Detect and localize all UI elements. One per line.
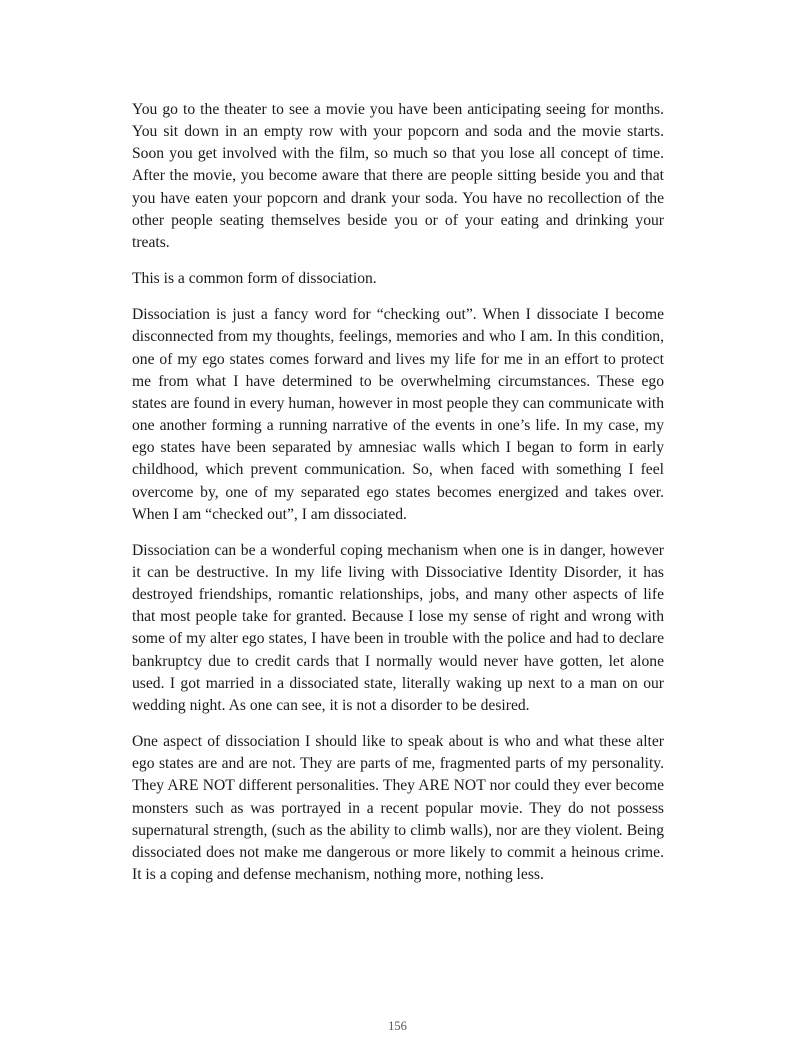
paragraph-common-form: This is a common form of dissociation. <box>132 270 377 288</box>
paragraph-coping-mechanism: Dissociation can be a wonderful coping mechanism when one is in danger, however it can be destructive. In my life living with Dissociative Identity Disorder, it has destroyed friendships, romantic relationships, jobs, and many other aspects of life that most people take for granted. Because I lose my sense of right and wrong with some of my alter ego states, I have been in trouble with the police and had to declare bankruptcy due to credit cards that I normally would never have gotten, let alone used. I got married in a dissociated state, literally waking up next to a man on our wedding night. As one can see, it is not a disorder to be desired. <box>132 541 664 714</box>
body-text <box>132 99 664 900</box>
page-number: 156 <box>388 1019 407 1033</box>
paragraph-theater-example: You go to the theater to see a movie you have been anticipating seeing for months. You sit down in an empty row with your popcorn and soda and the movie starts. Soon you get involved with the film, so much so that you lose all concept of time. After the movie, you become aware that there are people sitting beside you and that you have eaten your popcorn and drank your soda. You have no recollection of the other people seating themselves beside you or of your eating and drinking your treats. <box>132 101 664 251</box>
paragraph-ego-states: One aspect of dissociation I should like to speak about is who and what these alter ego states are and are not. They are parts of me, fragmented parts of my personality. They ARE NOT different personalities. They ARE NOT nor could they ever become monsters such as was portrayed in a recent popular movie. They do not possess supernatural strength, (such as the ability to climb walls), nor are they violent. Being dissociated does not make me dangerous or more likely to commit a heinous crime. It is a coping and defense mechanism, nothing more, nothing less. <box>132 733 664 883</box>
paragraph-definition: Dissociation is just a fancy word for “checking out”. When I dissociate I become disconnected from my thoughts, feelings, memories and who I am. In this condition, one of my ego states comes forward and lives my life for me in an effort to protect me from what I have determined to be overwhelming circumstances. These ego states are found in every human, however in most people they can communicate with one another forming a running narrative of the events in one’s life. In my case, my ego states have been separated by amnesiac walls which I began to form in early childhood, which prevent communication. So, when faced with something I feel overcome by, one of my separated ego states becomes energized and takes over. When I am “checked out”, I am dissociated. <box>132 306 664 523</box>
